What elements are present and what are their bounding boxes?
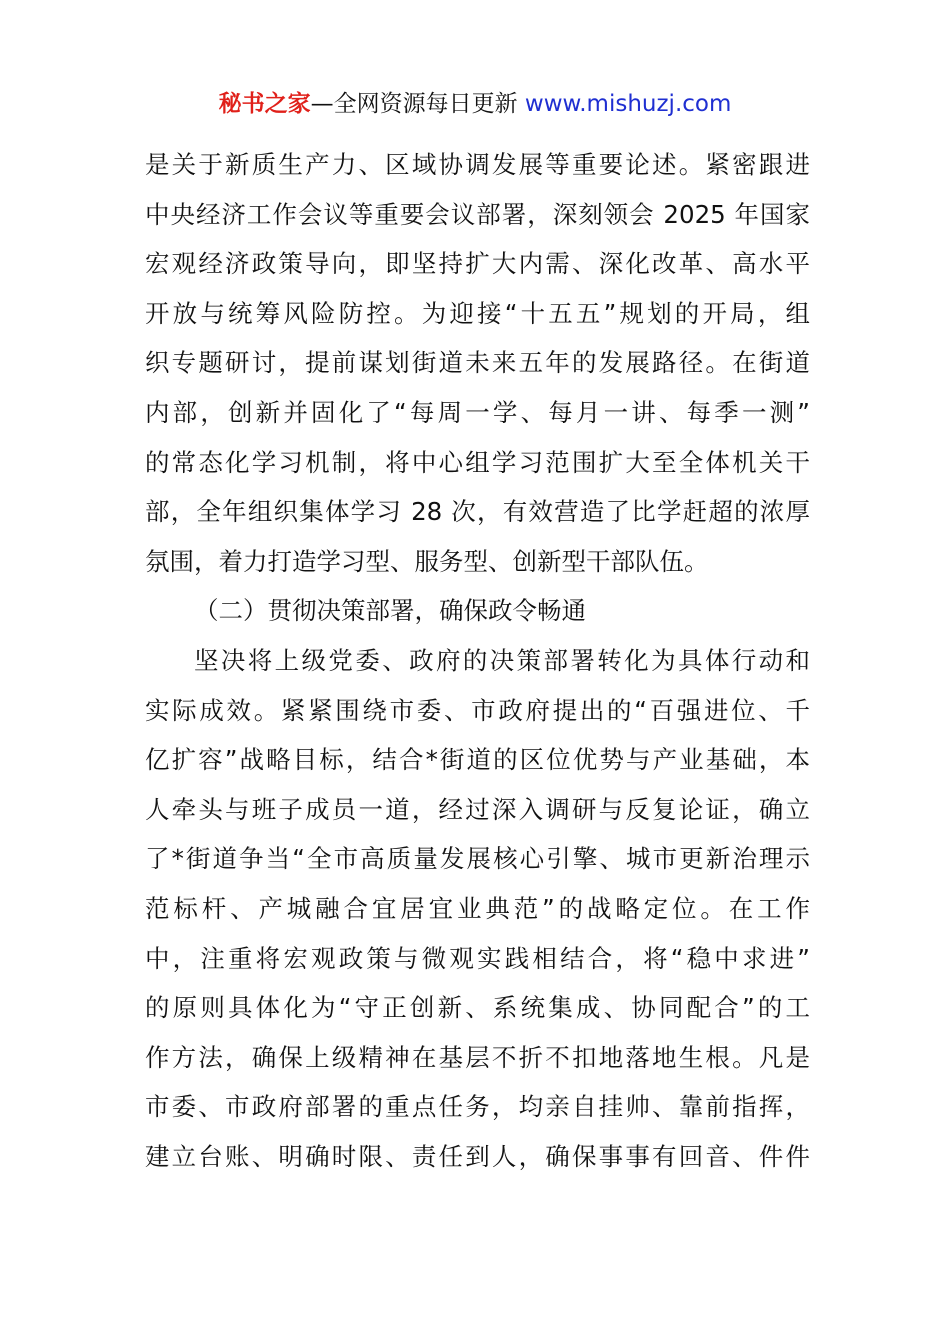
- text-line: 的常态化学习机制，将中心组学习范围扩大至全体机关干: [145, 447, 810, 477]
- text-line: 织专题研讨，提前谋划街道未来五年的发展路径。在街道: [145, 348, 810, 378]
- document-body: [145, 140, 810, 1181]
- text-line: 范标杆、产城融合宜居宜业典范”的战略定位。在工作: [145, 893, 810, 923]
- text-line: 部，全年组织集体学习 28 次，有效营造了比学赶超的浓厚: [145, 497, 810, 527]
- text-line: 开放与统筹风险防控。为迎接“十五五”规划的开局，组: [145, 298, 810, 328]
- text-line: 中，注重将宏观政策与微观实践相结合，将“稳中求进”: [145, 943, 810, 973]
- text-line: 的原则具体化为“守正创新、系统集成、协同配合”的工: [145, 993, 810, 1023]
- header-tagline: —全网资源每日更新: [310, 91, 525, 117]
- text-line: 市委、市政府部署的重点任务，均亲自挂帅、靠前指挥，: [145, 1092, 810, 1122]
- text-line: 人牵头与班子成员一道，经过深入调研与反复论证，确立: [145, 794, 810, 824]
- text-line: 中央经济工作会议等重要会议部署，深刻领会 2025 年国家: [145, 199, 810, 229]
- text-line: 实际成效。紧紧围绕市委、市政府提出的“百强进位、千: [145, 695, 810, 725]
- paragraph-end-line: 氛围，着力打造学习型、服务型、创新型干部队伍。: [145, 546, 709, 576]
- text-line: 建立台账、明确时限、责任到人，确保事事有回音、件件: [145, 1141, 810, 1171]
- text-line: 作方法，确保上级精神在基层不折不扣地落地生根。凡是: [145, 1042, 810, 1072]
- brand-name: 秘书之家: [218, 91, 311, 117]
- text-line: 了*街道争当“全市高质量发展核心引擎、城市更新治理示: [145, 844, 810, 874]
- section-heading: （二）贯彻决策部署，确保政令畅通: [194, 596, 586, 626]
- text-line: 宏观经济政策导向，即坚持扩大内需、深化改革、高水平: [145, 249, 810, 279]
- paragraph-first-line: 坚决将上级党委、政府的决策部署转化为具体行动和: [194, 645, 810, 675]
- page-header: [0, 88, 950, 120]
- text-line: 亿扩容”战略目标，结合*街道的区位优势与产业基础，本: [145, 745, 810, 775]
- text-line: 内部，创新并固化了“每周一学、每月一讲、每季一测”: [145, 397, 810, 427]
- website-link[interactable]: www.mishuzj.com: [524, 91, 732, 117]
- text-line: 是关于新质生产力、区域协调发展等重要论述。紧密跟进: [145, 150, 810, 179]
